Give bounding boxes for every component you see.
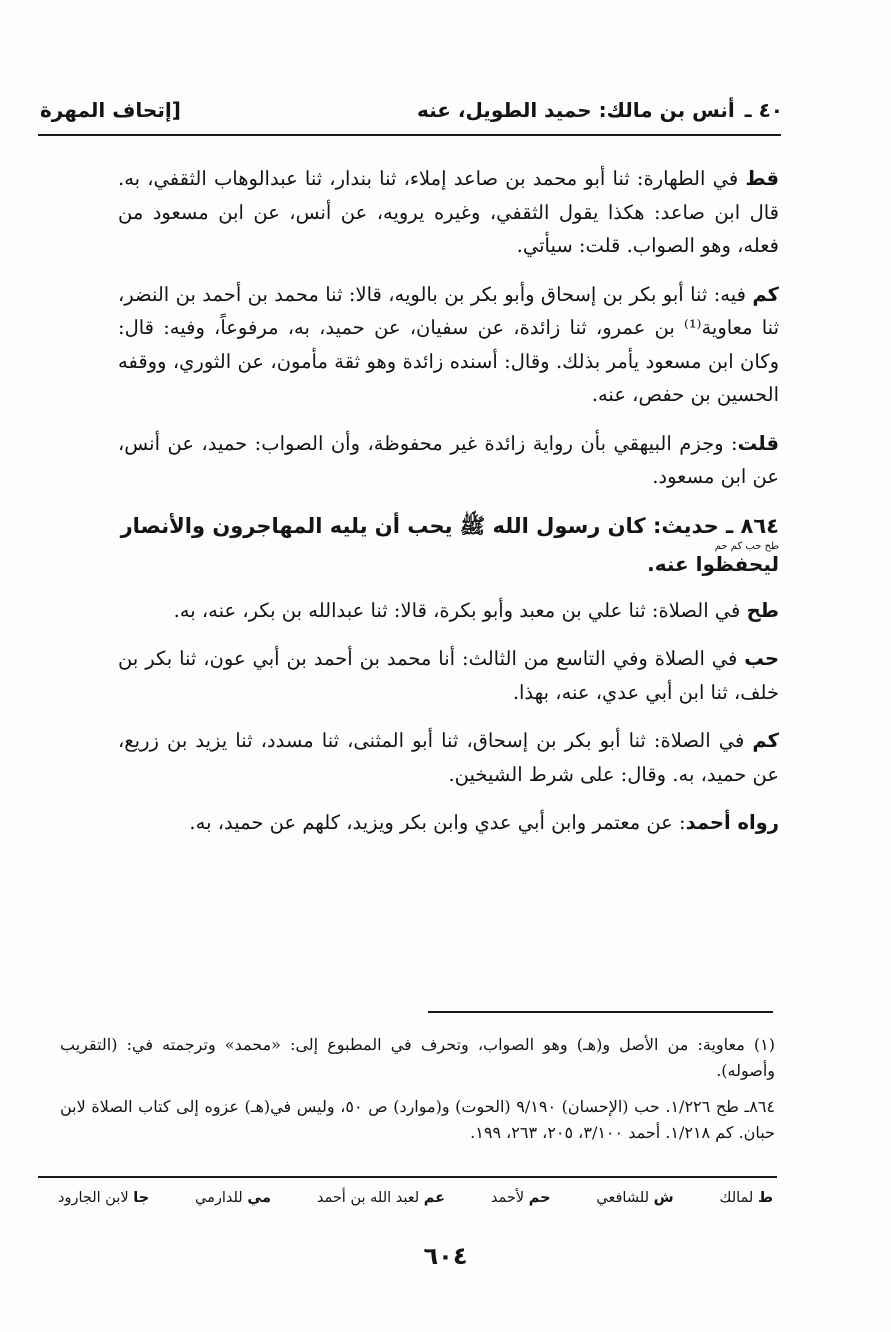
header-rule [38, 134, 781, 136]
abbreviation-legend [58, 1190, 773, 1206]
hadith-ending: ليحفظوا عنه. [647, 551, 779, 576]
paragraph-text: في الطهارة: ثنا أبو محمد بن صاعد إملاء، ثنا بندار، ثنا عبدالوهاب الثقفي، به. قال ابن صاعد: هكذا يقول الثقفي، وغيره يرويه، عن أنس، عن ابن مسعود من فعله، وهو الصواب. قلت: سيأتي. [118, 167, 779, 257]
footnote-rule [428, 1011, 773, 1013]
header-chapter [417, 98, 783, 122]
footnotes [60, 1032, 775, 1156]
legend-rule [38, 1176, 777, 1178]
paragraph-th [118, 594, 779, 628]
paragraph-km2 [118, 724, 779, 791]
paragraph-hb [118, 642, 779, 709]
paragraph-text: في الصلاة وفي التاسع من الثالث: أنا محمد بن أحمد بن أبي عون، ثنا بكر بن خلف، ثنا ابن أبي عدي، عنه، بهذا. [118, 647, 779, 704]
source-siglum: طح [746, 598, 779, 622]
legend-item: ش للشافعي [596, 1190, 674, 1206]
source-siglum: كم [752, 729, 779, 752]
hadith-text: كان رسول الله ﷺ يحب أن يليه المهاجرون والأنصار [120, 513, 646, 538]
source-siglum: قط [745, 167, 779, 190]
header-chapter-title: أنس بن مالك: حميد الطويل، عنه [416, 98, 735, 122]
legend-item: مي للدارمي [195, 1190, 271, 1206]
footnote-1: (١) معاوية: من الأصل و(هـ) وهو الصواب، وتحرف في المطبوع إلى: «محمد» وترجمته في: (التقريب وأصوله). [60, 1035, 775, 1080]
header-page-label: ٤٠ ـ [744, 98, 783, 122]
header-book-title: [إتحاف المهرة [40, 98, 181, 122]
page-number: ٦٠٤ [423, 1242, 468, 1270]
source-siglum: كم [752, 282, 779, 306]
source-siglum: قلت [737, 431, 779, 455]
hadith-label: حديث: [652, 513, 719, 538]
legend-item: عم لعبد الله بن أحمد [316, 1190, 446, 1206]
footnote-references: ٨٦٤ـ طح ١/٢٢٦. حب (الإحسان) ٩/١٩٠ (الحوت) و(موارد) ص ٥٠، وليس في(هـ) عزوه إلى كتاب الصلاة لابن حبان. كم ١/٢١٨. أحمد ٣/١٠٠، ٢٠٥، ٢٦٣، ١٩٩. [60, 1097, 776, 1142]
paragraph-text: : وجزم البيهقي بأن رواية زائدة غير محفوظة، وأن الصواب: حميد، عن أنس، عن ابن مسعود. [118, 431, 779, 488]
hadith-title-line [118, 509, 779, 543]
paragraph-ahmad [118, 806, 779, 840]
paragraph-text: في الصلاة: ثنا علي بن معبد وأبو بكرة، قالا: ثنا عبدالله بن بكر، عنه، به. [173, 598, 747, 622]
source-siglum: رواه أحمد [685, 811, 779, 834]
hadith-number: ٨٦٤ ـ [726, 513, 779, 538]
hadith-heading [118, 509, 779, 579]
hadith-sigla: طح حب كم حم [714, 540, 779, 552]
paragraph-text: في الصلاة: ثنا أبو بكر بن إسحاق، ثنا أبو المثنى، ثنا مسدد، ثنا يزيد بن زريع، عن حميد، به. وقال: على شرط الشيخين. [118, 729, 779, 786]
legend-item: حم لأحمد [490, 1190, 551, 1206]
paragraph-qult [118, 427, 779, 494]
legend-item: جا لابن الجارود [58, 1190, 150, 1206]
source-siglum: حب [744, 647, 779, 670]
paragraph-text: : عن معتمر وابن أبي عدي وابن بكر ويزيد، كلهم عن حميد، به. [189, 811, 686, 834]
paragraph-text: فيه: ثنا أبو بكر بن إسحاق وأبو بكر بن بالويه، قالا: ثنا محمد بن أحمد بن النضر، ثنا معاوية⁽¹⁾ بن عمرو، ثنا زائدة، عن سفيان، عن حميد، به، مرفوعاً، وفيه: قال: وكان ابن مسعود يأمر بذلك. وقال: أسنده زائدة وهو ثقة مأمون، عن الثوري، ووقفه الحسين بن حفص، عنه. [118, 282, 779, 406]
paragraph-km [118, 278, 779, 412]
paragraph-qt [118, 162, 779, 263]
running-header [40, 82, 783, 122]
legend-item: ط لمالك [719, 1190, 773, 1206]
main-text [118, 162, 779, 855]
